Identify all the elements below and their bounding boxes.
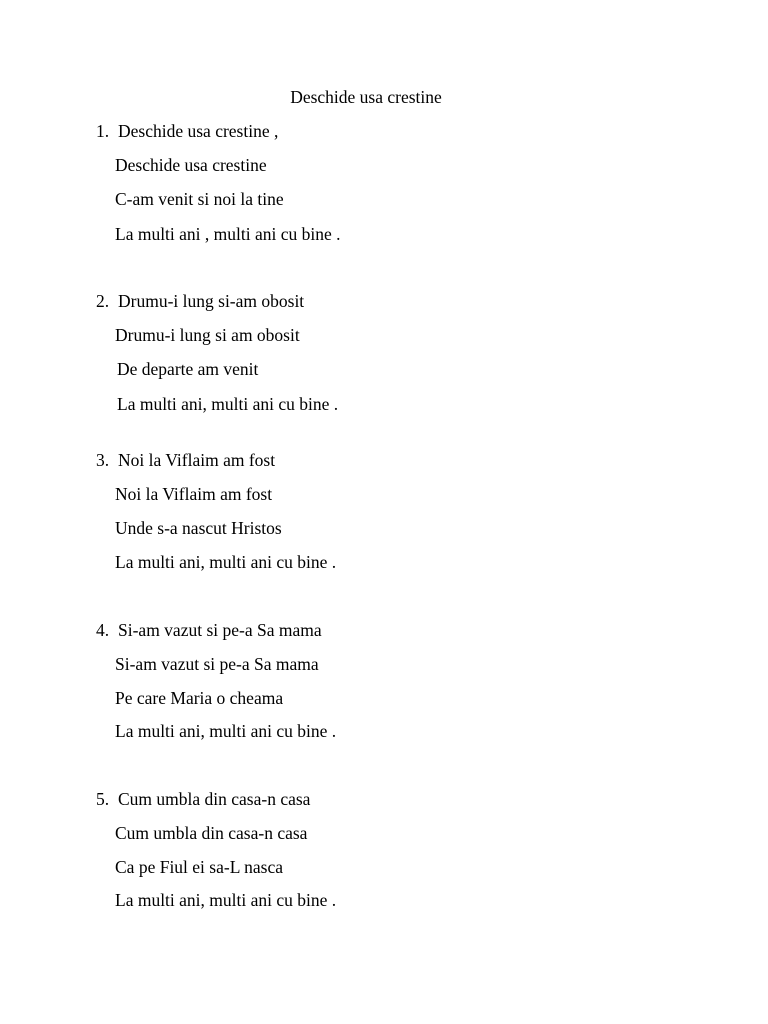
verse-line: La multi ani, multi ani cu bine . xyxy=(115,890,337,910)
verse-line: C-am venit si noi la tine xyxy=(115,189,284,209)
stanza-number: 4. xyxy=(96,620,110,640)
verse-line: Deschide usa crestine , xyxy=(118,121,279,141)
verse-line: Noi la Viflaim am fost xyxy=(115,484,273,504)
verse-line: La multi ani, multi ani cu bine . xyxy=(115,552,337,572)
verse-line: Si-am vazut si pe-a Sa mama xyxy=(115,654,319,674)
verse-line: La multi ani , multi ani cu bine . xyxy=(115,224,341,244)
stanza-number: 1. xyxy=(96,121,110,141)
verse-line: Pe care Maria o cheama xyxy=(115,688,284,708)
stanza-number: 3. xyxy=(96,450,110,470)
document-title: Deschide usa crestine xyxy=(290,87,442,107)
stanza-2-first-line xyxy=(96,291,304,311)
verse-line: Deschide usa crestine xyxy=(115,155,267,175)
stanza-1-first-line xyxy=(96,121,278,141)
verse-line: Cum umbla din casa-n casa xyxy=(115,823,308,843)
verse-line: Ca pe Fiul ei sa-L nasca xyxy=(115,857,283,877)
stanza-4-first-line xyxy=(96,620,322,640)
stanza-number: 5. xyxy=(96,789,110,809)
verse-line: Drumu-i lung si am obosit xyxy=(115,325,300,345)
verse-line: Noi la Viflaim am fost xyxy=(118,450,276,470)
verse-line: Cum umbla din casa-n casa xyxy=(118,789,311,809)
stanza-5-first-line xyxy=(96,789,310,809)
verse-line: Si-am vazut si pe-a Sa mama xyxy=(118,620,322,640)
verse-line: La multi ani, multi ani cu bine . xyxy=(117,394,339,414)
stanza-number: 2. xyxy=(96,291,110,311)
verse-line: La multi ani, multi ani cu bine . xyxy=(115,721,337,741)
stanza-3-first-line xyxy=(96,450,275,470)
verse-line: Unde s-a nascut Hristos xyxy=(115,518,282,538)
verse-line: De departe am venit xyxy=(117,359,259,379)
verse-line: Drumu-i lung si-am obosit xyxy=(118,291,305,311)
